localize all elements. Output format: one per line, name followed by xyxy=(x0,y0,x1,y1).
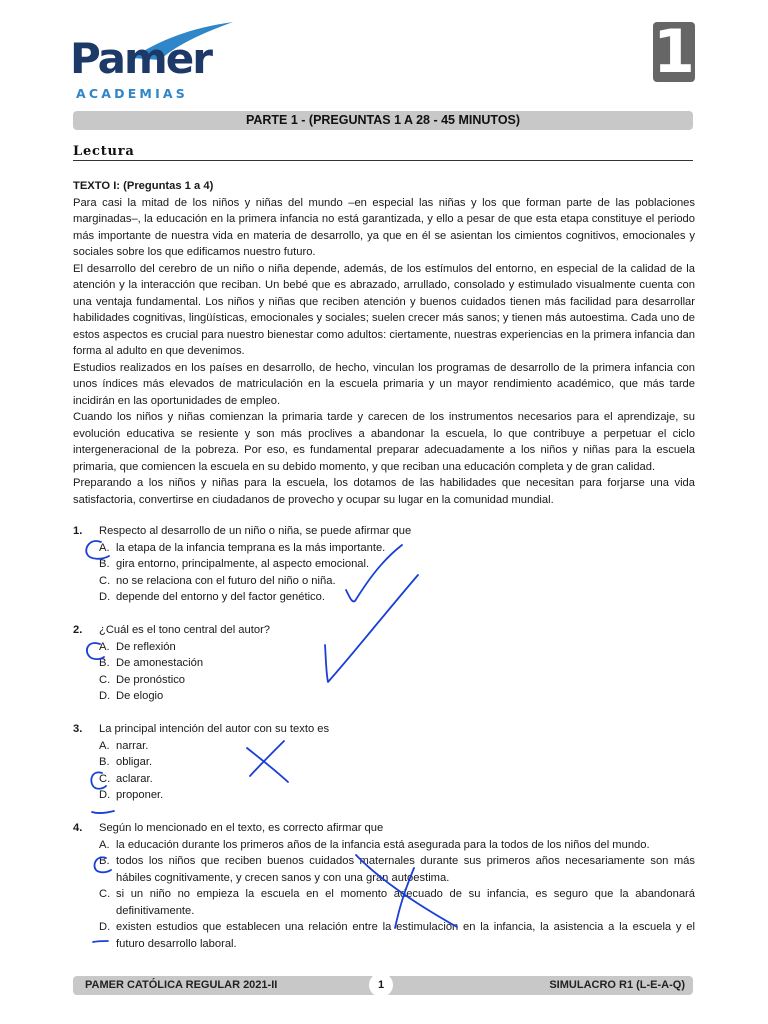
option-letter: B. xyxy=(99,657,110,669)
option-letter: B. xyxy=(99,756,110,768)
option-text: aclarar. xyxy=(116,772,153,785)
reading-paragraph: El desarrollo del cerebro de un niño o niña depende, además, de los estímulos del entorno, en especial de la calidad de la atención y la interacción que reciban. Un bebé que es abrazado, arrullado, consolado y estimulado visualmente cuenta con una ventaja fundamental. Los niños y niñas que reciben atención y buenos cuidados tienen más facilidad para desarrollar habilidades cognitivas, lingüísticas, emocionales y sociales; suelen crecer más sanos; y tienen más autoestima. Cada uno de estos aspectos es crucial para nuestro bienestar como adultos: ciertamente, nuestras experiencias en la primera infancia dan forma al adulto en que devenimos. xyxy=(73,262,695,357)
question-number: 3. xyxy=(73,723,83,735)
option-letter: C. xyxy=(99,574,111,587)
question-number: 1. xyxy=(73,525,83,537)
question-1 xyxy=(73,523,695,606)
option-letter: C. xyxy=(99,673,111,686)
option-text: existen estudios que establecen una relación entre la estimulación en la infancia, la asistencia a la escuela y el futuro desarrollo laboral. xyxy=(116,921,695,950)
option-a[interactable] xyxy=(99,738,695,755)
ink-dash-q3-d xyxy=(92,811,114,813)
option-c[interactable] xyxy=(99,672,695,689)
logo-subtitle: ACADEMIAS xyxy=(76,86,189,101)
option-a[interactable] xyxy=(99,837,695,854)
reading-paragraph: Para casi la mitad de los niños y niñas del mundo –en especial las niñas y los que forman parte de las poblaciones marginadas–, la educación en la primera infancia no está garantizada, y ello a pesar de que esta etapa constituye el periodo más importante de nuestra vida en materia de desarrollo, ya que en él se asientan los cimientos cognitivos, emocionales y sociales sobre los que edificamos nuestro futuro. xyxy=(73,196,695,258)
option-letter: C. xyxy=(99,772,111,785)
option-letter: D. xyxy=(99,921,111,933)
logo-wordmark: Pamer xyxy=(70,34,211,83)
question-number: 4. xyxy=(73,822,83,834)
option-letter: A. xyxy=(99,838,110,851)
option-text: narrar. xyxy=(116,739,149,752)
option-text: De pronóstico xyxy=(116,673,186,686)
option-c[interactable] xyxy=(99,573,695,590)
footer-bar xyxy=(73,976,693,995)
option-text: De reflexión xyxy=(116,640,176,653)
footer-exam-code: SIMULACRO R1 (L-E-A-Q) xyxy=(549,979,685,991)
option-d[interactable] xyxy=(99,919,695,952)
option-letter: B. xyxy=(99,855,110,867)
option-text: De elogio xyxy=(116,690,164,702)
option-letter: A. xyxy=(99,541,110,554)
option-letter: C. xyxy=(99,888,111,900)
option-d[interactable] xyxy=(99,787,695,804)
option-a[interactable] xyxy=(99,639,695,656)
reading-paragraph: Estudios realizados en los países en desarrollo, de hecho, vinculan los programas de desarrollo de la primera infancia con unos índices más elevados de matriculación en la escuela primaria y un mayor rendimiento académico, que más tarde incidirán en las oportunidades de empleo. xyxy=(73,361,695,407)
option-text: proponer. xyxy=(116,789,164,801)
option-text: la educación durante los primeros años de la infancia está asegurada para la todos de los niños del mundo. xyxy=(116,838,650,851)
option-d[interactable] xyxy=(99,589,695,606)
question-number: 2. xyxy=(73,624,83,636)
option-text: gira entorno, principalmente, al aspecto emocional. xyxy=(116,558,370,570)
option-b[interactable] xyxy=(99,655,695,672)
option-c[interactable] xyxy=(99,771,695,788)
option-text: depende del entorno y del factor genético. xyxy=(116,591,325,603)
option-letter: A. xyxy=(99,640,110,653)
option-b[interactable] xyxy=(99,556,695,573)
question-4 xyxy=(73,820,695,952)
question-3 xyxy=(73,721,695,804)
option-b[interactable] xyxy=(99,853,695,886)
reading-paragraph: Preparando a los niños y niñas para la escuela, los dotamos de las habilidades que necesitan para forjarse una vida satisfactoria, convertirse en ciudadanos de provecho y ocupar su lugar en la comunidad mundial. xyxy=(73,477,695,506)
option-a[interactable] xyxy=(99,540,695,557)
option-c[interactable] xyxy=(99,886,695,919)
footer-page-number: 1 xyxy=(369,973,393,997)
option-text: todos los niños que reciben buenos cuidados maternales durante sus primeros años necesariamente son más hábiles cognitivamente, y crecen sanos y con una gran autoestima. xyxy=(116,855,695,884)
option-b[interactable] xyxy=(99,754,695,771)
page-number-badge: 1 xyxy=(653,22,695,82)
option-letter: B. xyxy=(99,558,110,570)
reading-heading: TEXTO I: (Preguntas 1 a 4) xyxy=(73,180,214,192)
option-letter: D. xyxy=(99,591,111,603)
question-2 xyxy=(73,622,695,705)
option-text: obligar. xyxy=(116,756,153,768)
reading-passage xyxy=(73,178,695,508)
question-stem: La principal intención del autor con su texto es xyxy=(99,723,330,735)
parte-title-bar: PARTE 1 - (PREGUNTAS 1 A 28 - 45 MINUTOS) xyxy=(73,111,693,130)
option-text: no se relaciona con el futuro del niño o niña. xyxy=(116,574,336,587)
option-text: De amonestación xyxy=(116,657,204,669)
question-stem: Según lo mencionado en el texto, es correcto afirmar que xyxy=(99,822,384,834)
section-title: Lectura xyxy=(73,144,693,161)
question-stem: ¿Cuál es el tono central del autor? xyxy=(99,624,271,636)
option-text: si un niño no empieza la escuela en el momento adecuado de su infancia, es seguro que la abandonará definitivamente. xyxy=(116,888,695,917)
option-letter: A. xyxy=(99,739,110,752)
option-letter: D. xyxy=(99,690,111,702)
reading-paragraph: Cuando los niños y niñas comienzan la primaria tarde y carecen de los instrumentos necesarios para el aprendizaje, su evolución educativa se resiente y son más proclives a abandonar la escuela, lo que contribuye a perpetuar el ciclo intergeneracional de la pobreza. Por eso, es fundamental preparar adecuadamente a los niños y niñas para la escuela primaria, que comiencen la escuela en su debido momento, y que reciban una educación completa y de gran calidad. xyxy=(73,411,695,473)
footer-course: PAMER CATÓLICA REGULAR 2021-II xyxy=(85,979,278,991)
option-d[interactable] xyxy=(99,688,695,705)
option-letter: D. xyxy=(99,789,111,801)
question-stem: Respecto al desarrollo de un niño o niña, se puede afirmar que xyxy=(99,525,412,537)
option-text: la etapa de la infancia temprana es la más importante. xyxy=(116,541,386,554)
pamer-logo xyxy=(70,20,211,101)
